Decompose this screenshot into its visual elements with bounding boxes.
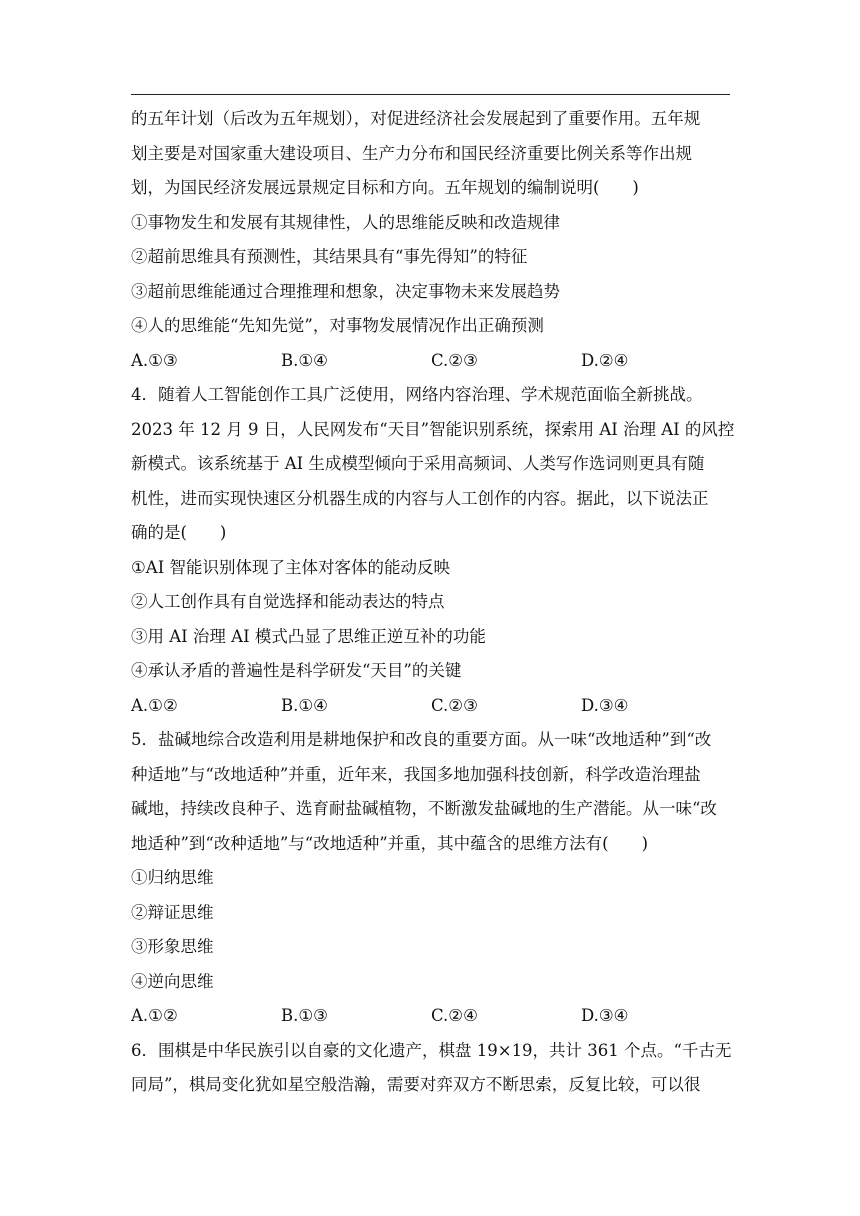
text-line: 5．盐碱地综合改造利用是耕地保护和改良的重要方面。从一味“改地适种”到“改 — [131, 730, 712, 749]
answer-option: D.③④ — [581, 1006, 629, 1025]
answer-option: A.①② — [131, 695, 178, 715]
answer-option: C.②④ — [431, 1006, 478, 1025]
answer-option: C.②③ — [431, 695, 478, 715]
text-line: 2023 年 12 月 9 日，人民网发布“天目”智能识别系统，探索用 AI 治理 AI 的风控 — [131, 419, 735, 439]
text-line: 地适种”到“改种适地”与“改地适种”并重，其中蕴含的思维方法有( ) — [131, 833, 649, 853]
text-line: 种适地”与“改地适种”并重，近年来，我国多地加强科技创新，科学改造治理盐 — [131, 764, 701, 784]
answer-option: C.②③ — [431, 350, 478, 370]
document-body — [131, 102, 735, 1103]
text-line: ①AI 智能识别体现了主体对客体的能动反映 — [131, 557, 450, 577]
answer-options-row — [131, 999, 731, 1034]
header-rule — [131, 94, 730, 95]
text-line: 划主要是对国家重大建设项目、生产力分布和国民经济重要比例关系等作出规 — [131, 143, 692, 163]
text-line: 同局”，棋局变化犹如星空般浩瀚，需要对弈双方不断思索，反复比较，可以很 — [131, 1075, 701, 1094]
text-line: ②人工创作具有自觉选择和能动表达的特点 — [131, 592, 445, 611]
text-line: ③形象思维 — [131, 937, 214, 956]
text-line: 划，为国民经济发展远景规定目标和方向。五年规划的编制说明( ) — [131, 178, 639, 197]
text-line: 4．随着人工智能创作工具广泛使用，网络内容治理、学术规范面临全新挑战。 — [131, 385, 703, 404]
text-line: 的五年计划（后改为五年规划），对促进经济社会发展起到了重要作用。五年规 — [131, 109, 701, 128]
text-line: ②辩证思维 — [131, 902, 214, 922]
text-line: ③超前思维能通过合理推理和想象，决定事物未来发展趋势 — [131, 281, 560, 301]
answer-option: D.③④ — [581, 695, 629, 715]
answer-options-row — [131, 689, 731, 724]
text-line: ④承认矛盾的普遍性是科学研发“天目”的关键 — [131, 661, 462, 680]
text-line: 机性，进而实现快速区分机器生成的内容与人工创作的内容。据此，以下说法正 — [131, 488, 709, 508]
answer-option: D.②④ — [581, 350, 629, 370]
answer-option: A.①② — [131, 1006, 178, 1025]
answer-option: B.①③ — [281, 1006, 328, 1025]
text-line: ①归纳思维 — [131, 868, 214, 887]
text-line: ②超前思维具有预测性，其结果具有“事先得知”的特征 — [131, 247, 528, 266]
answer-option: A.①③ — [131, 350, 178, 370]
text-line: ④人的思维能“先知先觉”，对事物发展情况作出正确预测 — [131, 316, 544, 335]
text-line: 确的是( ) — [131, 523, 227, 542]
text-line: ①事物发生和发展有其规律性，人的思维能反映和改造规律 — [131, 212, 560, 232]
answer-options-row — [131, 344, 731, 379]
text-line: 碱地，持续改良种子、选育耐盐碱植物，不断激发盐碱地的生产潜能。从一味“改 — [131, 799, 717, 818]
text-line: 6．围棋是中华民族引以自豪的文化遗产，棋盘 19×19，共计 361 个点。“千古无 — [131, 1040, 732, 1060]
answer-option: B.①④ — [281, 695, 328, 715]
text-line: ③用 AI 治理 AI 模式凸显了思维正逆互补的功能 — [131, 626, 486, 646]
answer-option: B.①④ — [281, 350, 328, 370]
text-line: ④逆向思维 — [131, 971, 214, 991]
text-line: 新模式。该系统基于 AI 生成模型倾向于采用高频词、人类写作选词则更具有随 — [131, 454, 705, 473]
